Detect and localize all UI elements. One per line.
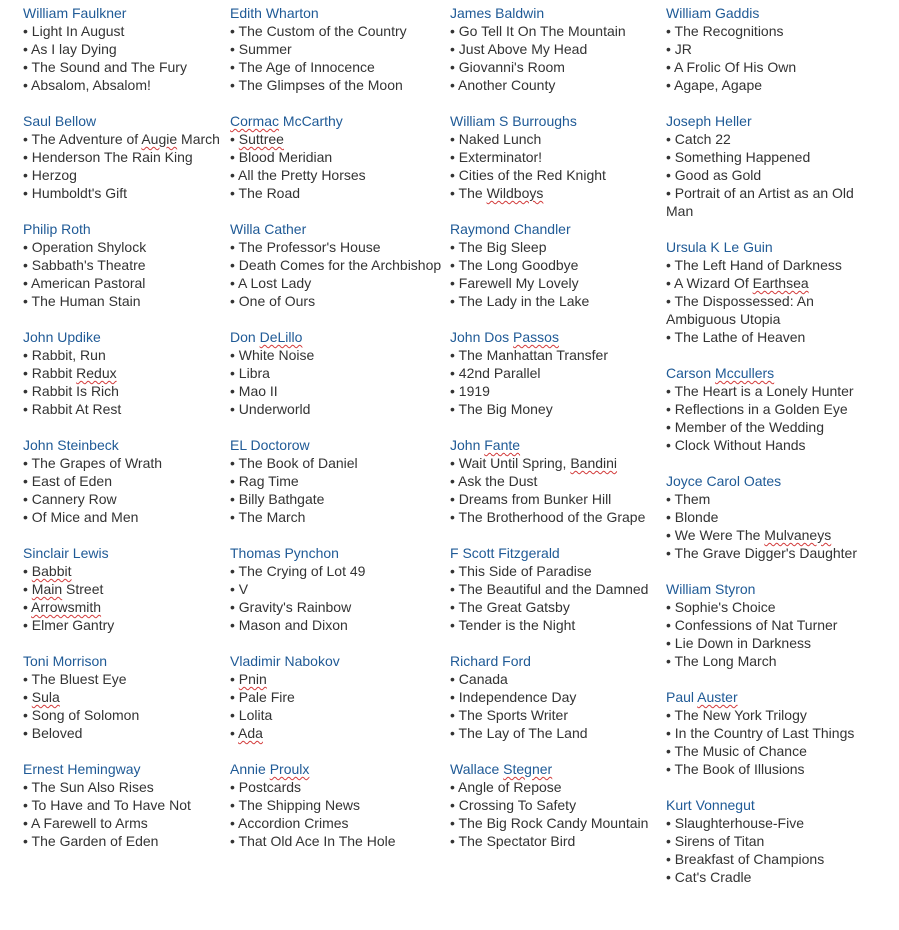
book-item: • Angle of Repose bbox=[450, 779, 562, 795]
book-item: • V bbox=[230, 581, 249, 597]
book-item: • The Sound and The Fury bbox=[23, 59, 187, 75]
book-item: • Arrowsmith bbox=[23, 599, 102, 615]
author-block bbox=[23, 544, 223, 634]
book-item: • Catch 22 bbox=[666, 131, 731, 147]
book-item: • The Garden of Eden bbox=[23, 833, 159, 849]
author-name: John Fante bbox=[450, 437, 521, 453]
book-item: • A Wizard Of Earthsea bbox=[666, 275, 809, 291]
book-item: • 42nd Parallel bbox=[450, 365, 541, 381]
book-item: • Summer bbox=[230, 41, 292, 57]
author-name: Raymond Chandler bbox=[450, 221, 571, 237]
book-item: • Rabbit Redux bbox=[23, 365, 117, 381]
book-item: • Death Comes for the Archbishop bbox=[230, 257, 442, 273]
author-name: James Baldwin bbox=[450, 5, 545, 21]
book-item: • Confessions of Nat Turner bbox=[666, 617, 838, 633]
book-item: • Rabbit At Rest bbox=[23, 401, 122, 417]
author-block bbox=[23, 220, 223, 310]
book-item: • Breakfast of Champions bbox=[666, 851, 825, 867]
author-block bbox=[450, 436, 660, 526]
book-item: • Something Happened bbox=[666, 149, 811, 165]
column-2 bbox=[230, 4, 442, 868]
book-item: • Pale Fire bbox=[230, 689, 295, 705]
book-item: • Mason and Dixon bbox=[230, 617, 348, 633]
book-item: • Independence Day bbox=[450, 689, 577, 705]
book-item: • The Sports Writer bbox=[450, 707, 568, 723]
book-item: • Ask the Dust bbox=[450, 473, 538, 489]
author-block bbox=[666, 4, 862, 94]
author-name: Joseph Heller bbox=[666, 113, 752, 129]
book-item: • Main Street bbox=[23, 581, 104, 597]
author-name: Toni Morrison bbox=[23, 653, 108, 669]
book-item: • This Side of Paradise bbox=[450, 563, 592, 579]
book-item: • Operation Shylock bbox=[23, 239, 147, 255]
book-item: • The Sun Also Rises bbox=[23, 779, 154, 795]
author-block bbox=[666, 796, 862, 886]
book-item: • Rabbit Is Rich bbox=[23, 383, 119, 399]
author-block bbox=[450, 112, 660, 202]
author-block bbox=[230, 220, 442, 310]
author-name: John Steinbeck bbox=[23, 437, 119, 453]
book-item: • Reflections in a Golden Eye bbox=[666, 401, 848, 417]
author-name: Carson Mccullers bbox=[666, 365, 775, 381]
author-name: William Gaddis bbox=[666, 5, 760, 21]
author-name: Sinclair Lewis bbox=[23, 545, 109, 561]
book-item: • Billy Bathgate bbox=[230, 491, 325, 507]
author-name: Ursula K Le Guin bbox=[666, 239, 773, 255]
book-item: • Babbit bbox=[23, 563, 72, 579]
book-item: • Postcards bbox=[230, 779, 302, 795]
book-item: • Mao II bbox=[230, 383, 278, 399]
book-item: • Dreams from Bunker Hill bbox=[450, 491, 612, 507]
book-item: • Giovanni's Room bbox=[450, 59, 565, 75]
book-item: • Cities of the Red Knight bbox=[450, 167, 606, 183]
author-block bbox=[450, 4, 660, 94]
book-item: • The Long March bbox=[666, 653, 777, 669]
book-item: • Crossing To Safety bbox=[450, 797, 577, 813]
book-item: • Exterminator! bbox=[450, 149, 543, 165]
book-item: • The Lathe of Heaven bbox=[666, 329, 806, 345]
book-item: • Rabbit, Run bbox=[23, 347, 106, 363]
author-name: Annie Proulx bbox=[230, 761, 310, 777]
book-item: • All the Pretty Horses bbox=[230, 167, 366, 183]
book-item: • The Book of Illusions bbox=[666, 761, 805, 777]
book-item: • 1919 bbox=[450, 383, 490, 399]
book-item: • Blonde bbox=[666, 509, 719, 525]
book-item: • Gravity's Rainbow bbox=[230, 599, 352, 615]
book-item: • Agape, Agape bbox=[666, 77, 763, 93]
author-block bbox=[666, 472, 862, 562]
author-name: Philip Roth bbox=[23, 221, 91, 237]
book-item: • Suttree bbox=[230, 131, 284, 147]
book-item: • The March bbox=[230, 509, 306, 525]
author-name: William Faulkner bbox=[23, 5, 127, 21]
author-name: F Scott Fitzgerald bbox=[450, 545, 560, 561]
author-name: Cormac McCarthy bbox=[230, 113, 343, 129]
author-block bbox=[23, 436, 223, 526]
book-item: • Them bbox=[666, 491, 711, 507]
book-item: • Slaughterhouse-Five bbox=[666, 815, 804, 831]
book-item: • In the Country of Last Things bbox=[666, 725, 855, 741]
book-item: • The Brotherhood of the Grape bbox=[450, 509, 646, 525]
book-item: • The Beautiful and the Damned bbox=[450, 581, 649, 597]
book-item: • The Manhattan Transfer bbox=[450, 347, 608, 363]
book-item: • Sirens of Titan bbox=[666, 833, 765, 849]
author-name: Kurt Vonnegut bbox=[666, 797, 755, 813]
book-item: • Lolita bbox=[230, 707, 273, 723]
author-name: Edith Wharton bbox=[230, 5, 319, 21]
book-item: • The Book of Daniel bbox=[230, 455, 358, 471]
author-name: Thomas Pynchon bbox=[230, 545, 339, 561]
book-item: • Light In August bbox=[23, 23, 125, 39]
author-block bbox=[666, 112, 862, 220]
book-item: • The Lay of The Land bbox=[450, 725, 588, 741]
column-1 bbox=[23, 4, 223, 868]
book-item: • Another County bbox=[450, 77, 556, 93]
book-item: • The Wildboys bbox=[450, 185, 544, 201]
book-item: • One of Ours bbox=[230, 293, 316, 309]
book-item: • Go Tell It On The Mountain bbox=[450, 23, 626, 39]
book-item: • The Left Hand of Darkness bbox=[666, 257, 842, 273]
book-item: • A Frolic Of His Own bbox=[666, 59, 797, 75]
book-item: • Canada bbox=[450, 671, 508, 687]
book-item: • The Heart is a Lonely Hunter bbox=[666, 383, 854, 399]
author-block bbox=[23, 328, 223, 418]
book-item: • Song of Solomon bbox=[23, 707, 140, 723]
book-item: • That Old Ace In The Hole bbox=[230, 833, 396, 849]
author-block bbox=[23, 760, 223, 850]
book-item: • Pnin bbox=[230, 671, 267, 687]
author-block bbox=[450, 220, 660, 310]
author-name: William Styron bbox=[666, 581, 756, 597]
book-item: • A Lost Lady bbox=[230, 275, 312, 291]
book-item: • The Crying of Lot 49 bbox=[230, 563, 366, 579]
author-name: Joyce Carol Oates bbox=[666, 473, 782, 489]
book-item: • The Adventure of Augie March bbox=[23, 131, 220, 147]
author-block bbox=[230, 4, 442, 94]
book-item: • The New York Trilogy bbox=[666, 707, 807, 723]
author-block bbox=[230, 652, 442, 742]
book-item: • Wait Until Spring, Bandini bbox=[450, 455, 618, 471]
author-name: Willa Cather bbox=[230, 221, 307, 237]
book-item: • Accordion Crimes bbox=[230, 815, 349, 831]
author-block bbox=[450, 760, 660, 850]
book-item: • The Custom of the Country bbox=[230, 23, 407, 39]
book-item: • Rag Time bbox=[230, 473, 299, 489]
author-name: Richard Ford bbox=[450, 653, 531, 669]
book-item: • Beloved bbox=[23, 725, 83, 741]
book-item: • The Music of Chance bbox=[666, 743, 807, 759]
book-item: • The Lady in the Lake bbox=[450, 293, 590, 309]
author-name: Saul Bellow bbox=[23, 113, 97, 129]
book-item: • Cat's Cradle bbox=[666, 869, 752, 885]
book-item: • The Glimpses of the Moon bbox=[230, 77, 403, 93]
book-item: • Cannery Row bbox=[23, 491, 117, 507]
author-name: John Dos Passos bbox=[450, 329, 559, 345]
book-item: • The Dispossessed: An Ambiguous Utopia bbox=[666, 293, 814, 327]
book-item: • To Have and To Have Not bbox=[23, 797, 191, 813]
author-name: EL Doctorow bbox=[230, 437, 310, 453]
book-item: • The Grave Digger's Daughter bbox=[666, 545, 857, 561]
book-item: • The Road bbox=[230, 185, 301, 201]
book-item: • Blood Meridian bbox=[230, 149, 333, 165]
book-item: • Lie Down in Darkness bbox=[666, 635, 811, 651]
book-item: • Elmer Gantry bbox=[23, 617, 115, 633]
author-block bbox=[230, 544, 442, 634]
book-item: • The Age of Innocence bbox=[230, 59, 375, 75]
author-block bbox=[666, 580, 862, 670]
book-item: • Portrait of an Artist as an Old Man bbox=[666, 185, 854, 219]
author-block bbox=[230, 328, 442, 418]
book-item: • The Big Money bbox=[450, 401, 553, 417]
book-item: • Member of the Wedding bbox=[666, 419, 824, 435]
book-item: • Good as Gold bbox=[666, 167, 762, 183]
author-block bbox=[450, 544, 660, 634]
book-item: • Henderson The Rain King bbox=[23, 149, 193, 165]
book-item: • Of Mice and Men bbox=[23, 509, 139, 525]
author-name: Vladimir Nabokov bbox=[230, 653, 340, 669]
author-block bbox=[230, 760, 442, 850]
book-item: • Sophie's Choice bbox=[666, 599, 776, 615]
author-name: Ernest Hemingway bbox=[23, 761, 141, 777]
book-item: • Absalom, Absalom! bbox=[23, 77, 151, 93]
author-block bbox=[666, 364, 862, 454]
author-name: John Updike bbox=[23, 329, 101, 345]
book-item: • White Noise bbox=[230, 347, 315, 363]
book-item: • JR bbox=[666, 41, 692, 57]
author-block bbox=[230, 112, 442, 202]
book-item: • The Recognitions bbox=[666, 23, 784, 39]
book-item: • The Great Gatsby bbox=[450, 599, 570, 615]
author-block bbox=[23, 4, 223, 94]
book-item: • Sula bbox=[23, 689, 60, 705]
author-block bbox=[666, 238, 862, 346]
book-item: • As I lay Dying bbox=[23, 41, 117, 57]
book-item: • Herzog bbox=[23, 167, 77, 183]
book-item: • Ada bbox=[230, 725, 263, 741]
author-name: Don DeLillo bbox=[230, 329, 303, 345]
author-block bbox=[450, 652, 660, 742]
book-item: • The Long Goodbye bbox=[450, 257, 579, 273]
book-item: • The Professor's House bbox=[230, 239, 381, 255]
column-3 bbox=[450, 4, 660, 868]
author-name: William S Burroughs bbox=[450, 113, 577, 129]
book-item: • The Big Sleep bbox=[450, 239, 547, 255]
book-item: • The Big Rock Candy Mountain bbox=[450, 815, 649, 831]
author-name: Wallace Stegner bbox=[450, 761, 553, 777]
author-block bbox=[230, 436, 442, 526]
book-item: • Tender is the Night bbox=[450, 617, 576, 633]
book-item: • A Farewell to Arms bbox=[23, 815, 148, 831]
book-item: • Just Above My Head bbox=[450, 41, 588, 57]
book-item: • The Human Stain bbox=[23, 293, 141, 309]
author-block bbox=[23, 112, 223, 202]
author-block bbox=[23, 652, 223, 742]
book-item: • Humboldt's Gift bbox=[23, 185, 128, 201]
author-name: Paul Auster bbox=[666, 689, 738, 705]
author-block bbox=[450, 328, 660, 418]
book-item: • Underworld bbox=[230, 401, 311, 417]
book-item: • East of Eden bbox=[23, 473, 112, 489]
book-item: • Naked Lunch bbox=[450, 131, 542, 147]
book-item: • Farewell My Lovely bbox=[450, 275, 579, 291]
book-item: • American Pastoral bbox=[23, 275, 146, 291]
book-item: • The Bluest Eye bbox=[23, 671, 127, 687]
book-item: • The Shipping News bbox=[230, 797, 360, 813]
book-item: • We Were The Mulvaneys bbox=[666, 527, 832, 543]
book-item: • The Grapes of Wrath bbox=[23, 455, 163, 471]
book-item: • Libra bbox=[230, 365, 270, 381]
column-4 bbox=[666, 4, 862, 904]
book-item: • Clock Without Hands bbox=[666, 437, 806, 453]
author-block bbox=[666, 688, 862, 778]
book-item: • Sabbath's Theatre bbox=[23, 257, 146, 273]
book-item: • The Spectator Bird bbox=[450, 833, 576, 849]
